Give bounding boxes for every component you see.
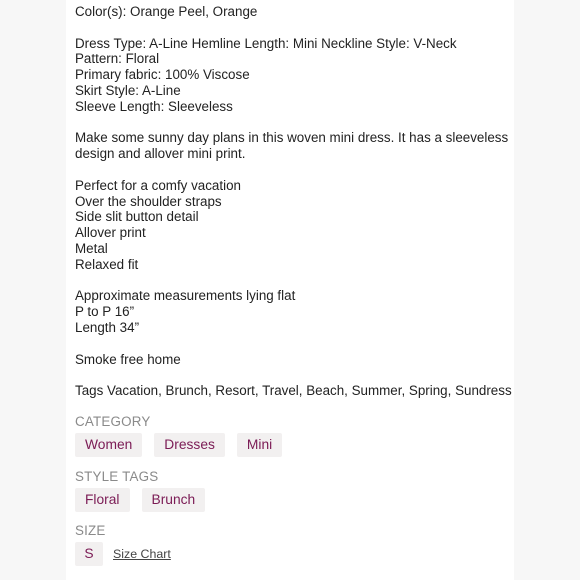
size-row <box>75 542 171 566</box>
style-tag-chip-floral[interactable]: Floral <box>75 488 130 512</box>
size-chart-link[interactable]: Size Chart <box>113 547 171 561</box>
summary-line-1: Make some sunny day plans in this woven mini dress. It has a sleeveless <box>75 130 509 146</box>
feature-item: Metal <box>75 240 108 256</box>
measurement-heading: Approximate measurements lying flat <box>75 288 296 304</box>
color-line: Color(s): Orange Peel, Orange <box>75 4 258 19</box>
category-label: CATEGORY <box>75 414 151 429</box>
style-tags-chip-row <box>75 488 205 512</box>
spec-sleeve-length: Sleeve Length: Sleeveless <box>75 98 233 114</box>
feature-item: Side slit button detail <box>75 209 199 225</box>
size-chip[interactable]: S <box>75 542 103 566</box>
smoke-free-note: Smoke free home <box>75 351 181 367</box>
size-label: SIZE <box>75 523 106 538</box>
category-chip-row <box>75 433 282 457</box>
feature-item: Perfect for a comfy vacation <box>75 177 241 193</box>
spec-fabric: Primary fabric: 100% Viscose <box>75 67 250 83</box>
summary-line-2: design and allover mini print. <box>75 146 246 162</box>
feature-item: Relaxed fit <box>75 256 139 272</box>
listing-description <box>75 4 515 399</box>
measurement-pit-to-pit: P to P 16” <box>75 304 135 320</box>
measurement-length: Length 34” <box>75 319 140 335</box>
right-margin-strip <box>514 0 580 580</box>
feature-item: Over the shoulder straps <box>75 193 222 209</box>
left-margin-strip <box>0 0 66 580</box>
category-chip-women[interactable]: Women <box>75 433 142 457</box>
category-chip-dresses[interactable]: Dresses <box>154 433 225 457</box>
spec-pattern: Pattern: Floral <box>75 51 160 67</box>
style-tags-label: STYLE TAGS <box>75 469 159 484</box>
spec-skirt-style: Skirt Style: A-Line <box>75 82 181 98</box>
feature-item: Allover print <box>75 225 146 241</box>
tags-line: Tags Vacation, Brunch, Resort, Travel, Beach, Summer, Spring, Sundress <box>75 383 512 399</box>
style-tag-chip-brunch[interactable]: Brunch <box>142 488 206 512</box>
category-chip-mini[interactable]: Mini <box>237 433 282 457</box>
spec-dress-type: Dress Type: A-Line Hemline Length: Mini Neckline Style: V-Neck <box>75 35 457 51</box>
